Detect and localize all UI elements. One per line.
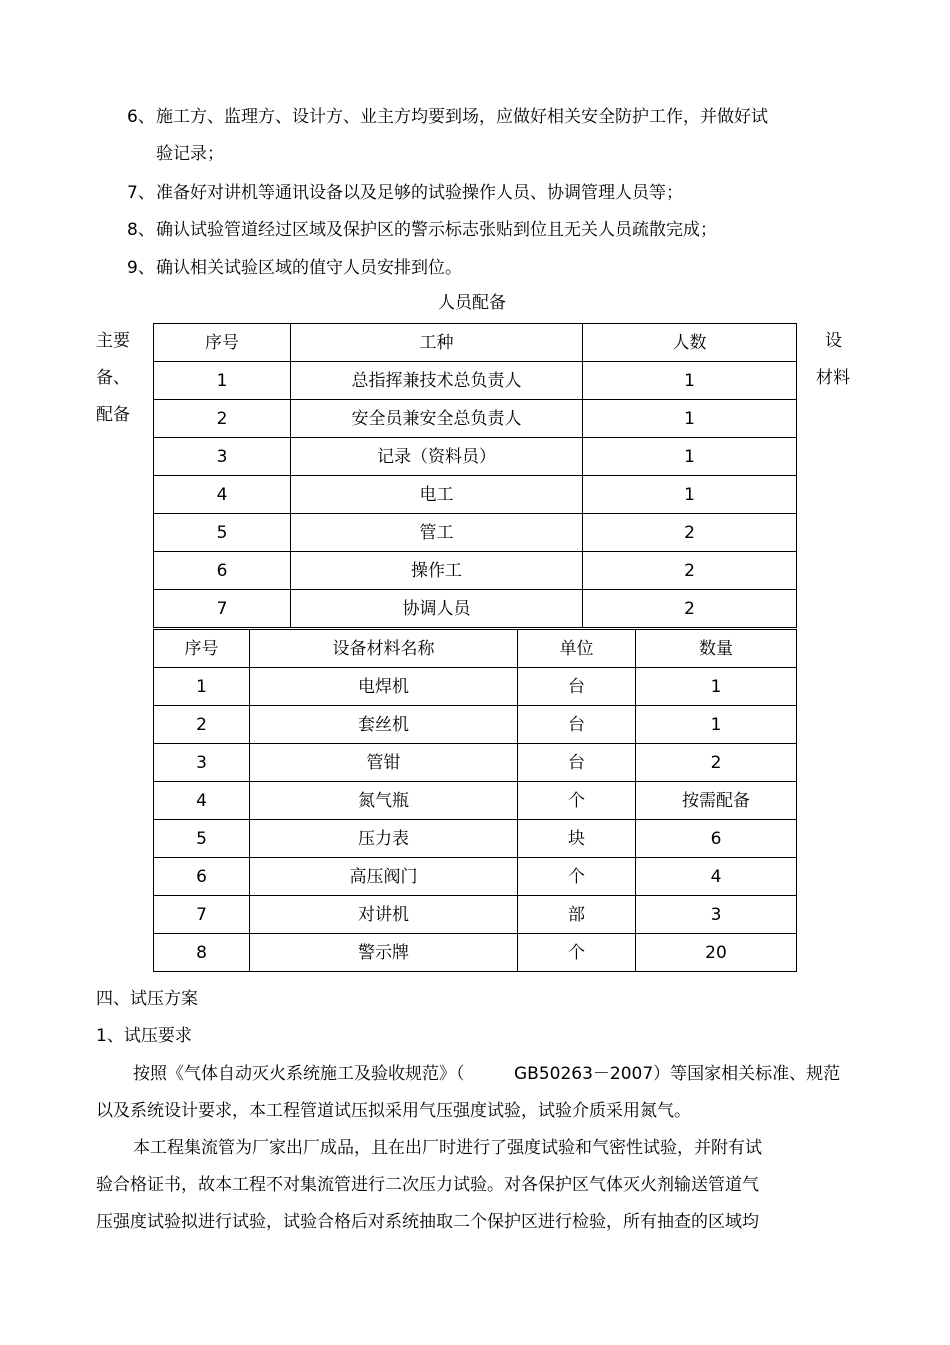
table-cell: 个 (518, 934, 636, 972)
table-cell: 个 (518, 858, 636, 896)
table-cell: 2 (154, 706, 250, 744)
table-cell: 3 (154, 744, 250, 782)
header-cell: 序号 (154, 630, 250, 668)
side-text-left-3: 配备 (96, 405, 130, 425)
header-cell: 工种 (291, 324, 583, 362)
header-cell: 数量 (636, 630, 797, 668)
table-cell: 4 (636, 858, 797, 896)
table-cell: 块 (518, 820, 636, 858)
table-header-row (154, 324, 797, 362)
paragraph-2-line-3: 压强度试验拟进行试验，试验合格后对系统抽取二个保护区进行检验，所有抽查的区域均 (96, 1212, 759, 1232)
list-item-8-text: 确认试验管道经过区域及保护区的警示标志张贴到位且无关人员疏散完成； (156, 220, 717, 240)
table-cell: 6 (154, 552, 291, 590)
table-cell: 2 (154, 400, 291, 438)
table-cell: 5 (154, 820, 250, 858)
table-cell: 管工 (291, 514, 583, 552)
table-row (154, 400, 797, 438)
section-heading: 四、试压方案 (96, 989, 198, 1009)
table-row (154, 744, 797, 782)
table-cell: 6 (636, 820, 797, 858)
table-cell: 压力表 (250, 820, 518, 858)
list-item-9-text: 确认相关试验区域的值守人员安排到位。 (156, 258, 462, 278)
header-cell: 序号 (154, 324, 291, 362)
table-row (154, 590, 797, 628)
paragraph-2-line-2: 验合格证书，故本工程不对集流管进行二次压力试验。对各保护区气体灭火剂输送管道气 (96, 1175, 759, 1195)
table-cell: 台 (518, 706, 636, 744)
table-cell: 台 (518, 744, 636, 782)
table-cell: 3 (154, 438, 291, 476)
table-row (154, 858, 797, 896)
list-item-7-number: 7、 (127, 183, 155, 203)
table-cell: 套丝机 (250, 706, 518, 744)
table-header-row (154, 630, 797, 668)
table-cell: 电焊机 (250, 668, 518, 706)
table-cell: 安全员兼安全总负责人 (291, 400, 583, 438)
side-text-right-1: 设 (825, 331, 842, 351)
table-cell: 6 (154, 858, 250, 896)
table-cell: 1 (154, 362, 291, 400)
table-cell: 个 (518, 782, 636, 820)
table-cell: 警示牌 (250, 934, 518, 972)
paragraph-1-line-2: 以及系统设计要求，本工程管道试压拟采用气压强度试验，试验介质采用氮气。 (96, 1101, 691, 1121)
table-row (154, 362, 797, 400)
equipment-table (153, 629, 797, 972)
table-cell: 1 (583, 400, 797, 438)
table-cell: 按需配备 (636, 782, 797, 820)
list-item-8-number: 8、 (127, 220, 155, 240)
table-cell: 操作工 (291, 552, 583, 590)
table-row (154, 896, 797, 934)
table-cell: 1 (636, 668, 797, 706)
header-cell: 单位 (518, 630, 636, 668)
table-cell: 2 (583, 552, 797, 590)
table-cell: 记录（资料员） (291, 438, 583, 476)
list-item-7-text: 准备好对讲机等通讯设备以及足够的试验操作人员、协调管理人员等； (156, 183, 683, 203)
table-cell: 1 (583, 476, 797, 514)
list-item-6-text: 施工方、监理方、设计方、业主方均要到场，应做好相关安全防护工作，并做好试 (156, 107, 768, 127)
paragraph-2-line-1: 本工程集流管为厂家出厂成品，且在出厂时进行了强度试验和气密性试验，并附有试 (133, 1138, 762, 1158)
table-cell: 氮气瓶 (250, 782, 518, 820)
table-row (154, 782, 797, 820)
table-cell: 7 (154, 590, 291, 628)
table-cell: 协调人员 (291, 590, 583, 628)
header-cell: 人数 (583, 324, 797, 362)
table-cell: 管钳 (250, 744, 518, 782)
table-cell: 1 (583, 438, 797, 476)
table-row (154, 438, 797, 476)
table-row (154, 552, 797, 590)
table-cell: 7 (154, 896, 250, 934)
table-cell: 总指挥兼技术总负责人 (291, 362, 583, 400)
table-cell: 1 (154, 668, 250, 706)
table-row (154, 706, 797, 744)
table-row (154, 514, 797, 552)
table-cell: 部 (518, 896, 636, 934)
table-cell: 4 (154, 782, 250, 820)
personnel-caption: 人员配备 (438, 293, 506, 313)
side-text-right-2: 材料 (816, 368, 850, 388)
table-cell: 20 (636, 934, 797, 972)
list-item-9-number: 9、 (127, 258, 155, 278)
paragraph-1-line-1a: 按照《气体自动灭火系统施工及验收规范》（ (133, 1064, 465, 1084)
table-cell: 4 (154, 476, 291, 514)
table-cell: 2 (583, 514, 797, 552)
side-text-left-2: 备、 (96, 368, 130, 388)
header-cell: 设备材料名称 (250, 630, 518, 668)
paragraph-1-line-1b: GB50263－2007）等国家相关标准、规范 (514, 1064, 841, 1084)
table-row (154, 820, 797, 858)
table-cell: 2 (636, 744, 797, 782)
table-cell: 5 (154, 514, 291, 552)
table-row (154, 476, 797, 514)
table-row (154, 668, 797, 706)
table-cell: 2 (583, 590, 797, 628)
table-cell: 1 (636, 706, 797, 744)
side-text-left-1: 主要 (96, 331, 130, 351)
table-cell: 8 (154, 934, 250, 972)
sub-heading: 1、试压要求 (96, 1026, 192, 1046)
personnel-table (153, 323, 797, 628)
table-cell: 对讲机 (250, 896, 518, 934)
list-item-6-continuation: 验记录； (156, 144, 224, 164)
list-item-6-number: 6、 (127, 107, 155, 127)
table-cell: 3 (636, 896, 797, 934)
table-cell: 电工 (291, 476, 583, 514)
table-cell: 1 (583, 362, 797, 400)
table-cell: 高压阀门 (250, 858, 518, 896)
table-cell: 台 (518, 668, 636, 706)
table-row (154, 934, 797, 972)
